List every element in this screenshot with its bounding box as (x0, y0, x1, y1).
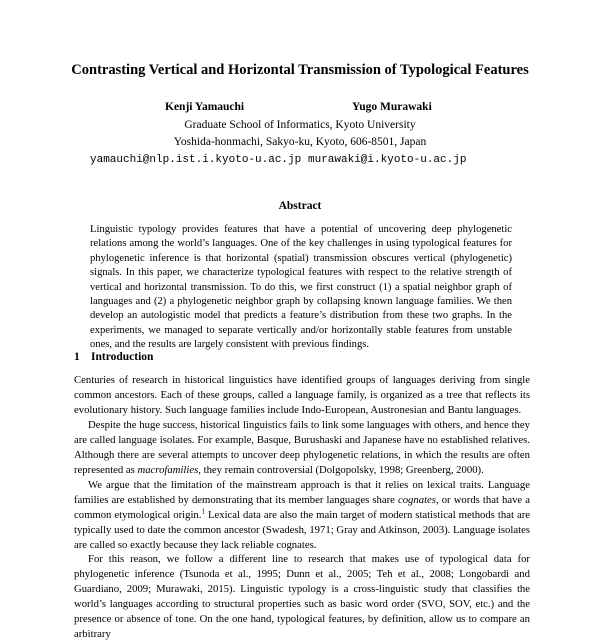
section-number: 1 (74, 351, 80, 363)
paragraph-text: We argue that the limitation of the mainstream approach is that it relies on lexical traits. Language families are established by demonstrating that its member languages share (74, 479, 530, 506)
affiliation: Graduate School of Informatics, Kyoto University (184, 119, 416, 131)
body-paragraph (74, 418, 530, 478)
author-name: Kenji Yamauchi (165, 101, 245, 113)
section-title: Introduction (91, 351, 154, 363)
paper-title: Contrasting Vertical and Horizontal Transmission of Typological Features (71, 62, 529, 78)
emphasis-term: cognates (397, 494, 436, 506)
paragraph-text: , they remain controversial (Dolgopolsky, 1998; Greenberg, 2000). (198, 464, 484, 476)
author-email[interactable]: murawaki@i.kyoto-u.ac.jp (308, 154, 467, 166)
author-email[interactable]: yamauchi@nlp.ist.i.kyoto-u.ac.jp (90, 154, 302, 166)
paragraph-text: Despite the huge success, historical linguistics fails to link some languages with others, and hence they are called language isolates. For example, Basque, Burushaski and Japanese have no established relatives. Although there are several attempts to uncover deep phylogenetic relations, in which the results are often represented as (74, 419, 530, 476)
body-paragraph (74, 478, 530, 553)
abstract-text: Linguistic typology provides features that have a potential of uncovering deep phylogenetic relations among the world’s languages. One of the key challenges in using typological features for phylogenetic inference is that horizontal (spatial) transmission obscures vertical (phylogenetic) signals. In this paper, we characterize typological features with respect to the relative strength of vertical and horizontal transmission. To do this, we first construct (1) a spatial neighbor graph of languages and (2) a phylogenetic neighbor graph by collapsing known language families. We then develop an autologistic model that predicts a feature’s distribution from these two graphs. In the experiments, we managed to separate vertically and/or horizontally stable features from unstable ones, and the results are largely consistent with previous findings. (90, 224, 512, 351)
author-name: Yugo Murawaki (352, 101, 432, 113)
abstract-heading: Abstract (278, 200, 322, 212)
body-paragraph: Centuries of research in historical linguistics have identified groups of languages deriving from single common ancestors. Each of these groups, called a language family, is organized as a tree that reflects its evolutionary history. Such language families include Indo-European, Austronesian and Bantu languages. (74, 374, 530, 416)
paragraph-text: Lexical data are also the main target of modern statistical methods that are typically used to date the common ancestor (Swadesh, 1971; Gray and Atkinson, 2003). Language isolates are called so exactly because they lack reliable cognates. (74, 509, 530, 551)
address: Yoshida-honmachi, Sakyo-ku, Kyoto, 606-8501, Japan (173, 136, 427, 148)
body-paragraph: For this reason, we follow a different line to research that makes use of typological data for phylogenetic inference (Tsunoda et al., 1995; Dunn et al., 2005; Teh et al., 2008; Longobardi and Guardiano, 2009; Murawaki, 2015). Linguistic typology is a cross-linguistic study that classifies the world’s languages according to structural properties such as basic word order (SVO, SOV, etc.) and the presence or absence of tone. On the one hand, typological features, by definition, allow us to compare an arbitrary (74, 553, 530, 640)
emphasis-term: macrofamilies (137, 464, 199, 476)
footnote-marker[interactable]: 1 (201, 507, 205, 516)
paragraph-text: , or words that have a common etymological origin. (74, 494, 530, 521)
